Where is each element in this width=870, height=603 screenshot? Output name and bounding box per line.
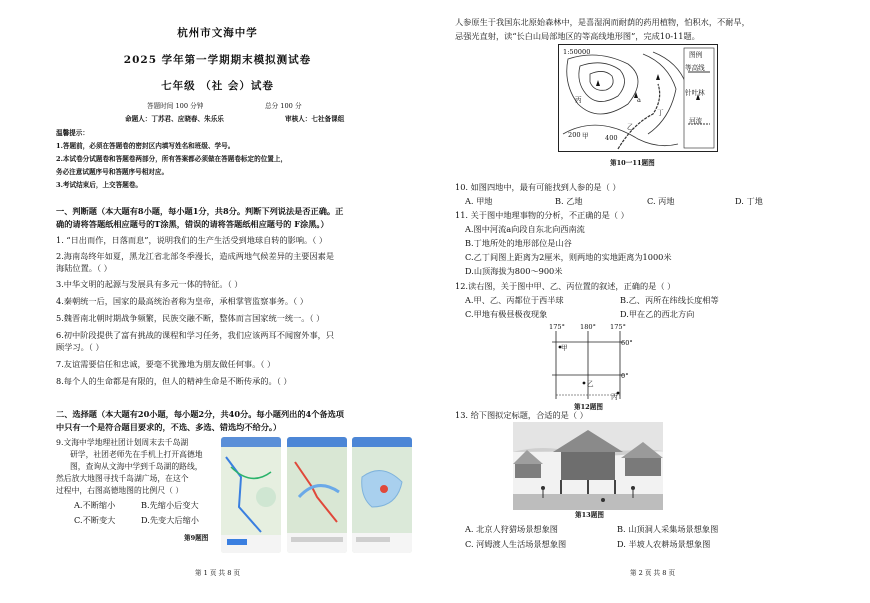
page-footer: 第 1 页 共 8 页 — [194, 569, 241, 577]
q10-option-a: A. 甲地 — [465, 196, 493, 206]
q9-caption: 第9题图 — [184, 534, 209, 542]
map-label-jia: 甲 — [582, 132, 589, 140]
q12-option-d: D.甲在乙的西北方向 — [620, 309, 695, 319]
q9-option-b: B.先缩小后变大 — [141, 500, 199, 510]
q12-option-a: A.甲、乙、丙都位于西半球 — [465, 295, 564, 305]
judge-item-8: 8.每个人的生命都是有限的，但人的精神生命是不断传承的。（ ） — [56, 376, 292, 386]
q9-line: 然后放大地图寻找千岛湖广场，在这个 — [56, 474, 189, 483]
route-map-image — [287, 437, 347, 553]
judge-item-6: 6.初中阶段提供了富有挑战的课程和学习任务，我们应该两耳不闻窗外事，只 — [56, 330, 335, 340]
score-line: 总分 100 分 — [265, 102, 302, 110]
section2-header: 二、选择题（本大题有20小题，每小题2分，共40分。每小题列出的4个备选项 — [56, 409, 344, 419]
q13-option-a: A. 北京人狩猎场景想象图 — [465, 524, 558, 534]
q9-option-d: D.先变大后缩小 — [141, 515, 199, 525]
tip-line: 2.本试卷分试题卷和答题卷两部分，所有答案都必须做在答题卷标定的位置上， — [56, 155, 288, 163]
route-map-image — [221, 437, 281, 553]
judge-item-3: 3.中华文明的起源与发展具有多元一体的特征。（ ） — [56, 279, 243, 289]
q9-line: 9.文海中学地理社团计划周末去千岛湖 — [56, 438, 189, 447]
map-legend-title: 图例 — [689, 51, 703, 59]
q13-option-b: B. 山顶洞人采集场景想象图 — [617, 524, 719, 534]
map-label-bing: 丙 — [575, 96, 582, 104]
grid-lon-2: 180° — [580, 323, 596, 331]
q12-option-c: C.甲地有极昼极夜现象 — [465, 309, 548, 319]
time-line: 答题时间 100 分钟 — [147, 102, 204, 110]
map-label-river-a: a — [637, 96, 641, 104]
q12-option-b: B.乙、丙所在纬线长度相等 — [620, 295, 719, 305]
q9-line: 图，查询从文海中学到千岛湖的路线， — [70, 462, 203, 471]
grid-lat-60: 60° — [621, 339, 633, 347]
tip-line: 3.考试结束后，上交答题卷。 — [56, 181, 143, 189]
map-label-200: 200 — [568, 131, 581, 139]
map-legend-forest: 针叶林 — [685, 89, 705, 97]
map-caption: 第10一11题图 — [610, 159, 655, 167]
q11-stem: 11. 关于图中地理事物的分析，不正确的是（ ） — [455, 210, 629, 220]
section2-header: 中只有一个是符合题目要求的，不选、多选、错选均不给分。） — [56, 422, 282, 432]
q9-line: 过程中，右图高德地图的比例尺（ ） — [56, 486, 184, 495]
map-screenshot-1 — [221, 437, 281, 553]
q11-option-c: C.乙丁间图上距离为2厘米，则两地的实地距离为1000米 — [465, 252, 672, 262]
map-legend-river: 河流 — [689, 117, 703, 125]
q10-option-c: C. 丙地 — [647, 196, 675, 206]
judge-item-5: 5.魏晋南北朝时期战争频繁，民族交融不断，整体而言国家统一统一。（ ） — [56, 313, 325, 323]
scene-caption: 第13题图 — [575, 511, 604, 519]
q11-option-d: D.山顶海拔为800～900米 — [465, 266, 563, 276]
section1-header: 一、判断题（本大题有8小题，每小题1分，共8分。判断下列说法是否正确。正 — [56, 206, 344, 216]
grid-caption: 第12题图 — [574, 403, 603, 411]
q13-option-d: D. 半坡人农耕场景想象图 — [617, 539, 711, 549]
q11-option-b: B.丁地所处的地形部位是山谷 — [465, 238, 572, 248]
map-screenshot-3 — [352, 437, 412, 553]
grid-point-bing: 丙 — [611, 393, 618, 401]
q10-option-d: D. 丁地 — [735, 196, 763, 206]
intro-line: 人参原生于我国东北原始森林中，是喜湿润而耐荫的药用植物，怕积水，不耐旱， — [455, 17, 750, 27]
tips-title: 温馨提示： — [56, 129, 89, 137]
judge-item-7: 7.友谊需要信任和忠诚，要毫不犹豫地为朋友做任何事。（ ） — [56, 359, 276, 369]
route-map-image — [352, 437, 412, 553]
authors: 命题人：丁苏君、应晓春、朱乐乐 — [125, 115, 224, 123]
school-name: 杭州市文海中学 — [177, 27, 258, 39]
tip-line: 1.答题前，必须在答题卷的密封区内填写姓名和班级、学号。 — [56, 142, 235, 150]
judge-item-4: 4.秦朝统一后，国家的最高统治者称为皇帝，承相掌管监察事务。（ ） — [56, 296, 308, 306]
q9-option-c: C.不断变大 — [74, 515, 116, 525]
judge-item-2: 2.海南岛终年如夏，黑龙江省北部冬季漫长，造成两地气候差异的主要因素是 — [56, 251, 335, 261]
hemudu-scene-illustration — [513, 422, 663, 510]
grid-lon-1: 175° — [549, 323, 565, 331]
grade-subject: 七年级 （社 会）试卷 — [161, 80, 274, 92]
judge-item-6-cont: 顾学习。（ ） — [56, 342, 104, 352]
q11-option-a: A.图中河流a向段自东北向西南流 — [465, 224, 585, 234]
q13-option-c: C. 河姆渡人生活场景想象图 — [465, 539, 567, 549]
map-scale: 1:50000 — [563, 48, 591, 56]
q10-stem: 10. 如图四地中，最有可能找到人参的是（ ） — [455, 182, 621, 192]
map-label-ding: 丁 — [657, 109, 664, 117]
exam-page-2 — [435, 0, 870, 603]
page-footer: 第 2 页 共 8 页 — [629, 569, 676, 577]
map-legend-contour: 等高线 — [685, 64, 705, 72]
q9-line: 研学，社团老师先在手机上打开高德地 — [70, 450, 203, 459]
map-label-400: 400 — [605, 134, 618, 142]
q10-option-b: B. 乙地 — [555, 196, 583, 206]
map-label-yi: 乙 — [627, 123, 634, 131]
section1-header: 确的请将答题纸相应题号的T涂黑，错误的请将答题纸相应题号的 F涂黑。） — [56, 219, 329, 229]
exam-title: 2025 学年第一学期期末模拟测试卷 — [123, 54, 312, 66]
q12-stem: 12.读右图，关于图中甲、乙、丙位置的叙述，正确的是（ ） — [455, 281, 676, 291]
grid-point-yi: 乙 — [587, 380, 594, 388]
grid-point-jia: 甲 — [561, 344, 568, 352]
judge-item-1: 1. “日出而作，日落而息”，说明我们的生产生活受到地球自转的影响。（ ） — [56, 235, 328, 245]
reviewer: 审核人：七社备课组 — [285, 115, 345, 123]
grid-lat-0: 0° — [621, 372, 629, 380]
grid-lon-3: 175° — [610, 323, 626, 331]
tip-line: 务必注意试题序号和答题序号相对应。 — [56, 168, 169, 176]
q13-stem: 13. 给下图拟定标题，合适的是（ ） — [455, 410, 588, 420]
intro-line: 忌强光直射，读“长白山局部地区的等高线地形图”，完成10-11题。 — [455, 31, 700, 41]
judge-item-2-cont: 海陆位置。（ ） — [56, 263, 112, 273]
map-screenshot-2 — [287, 437, 347, 553]
q9-option-a: A.不断缩小 — [74, 500, 116, 510]
